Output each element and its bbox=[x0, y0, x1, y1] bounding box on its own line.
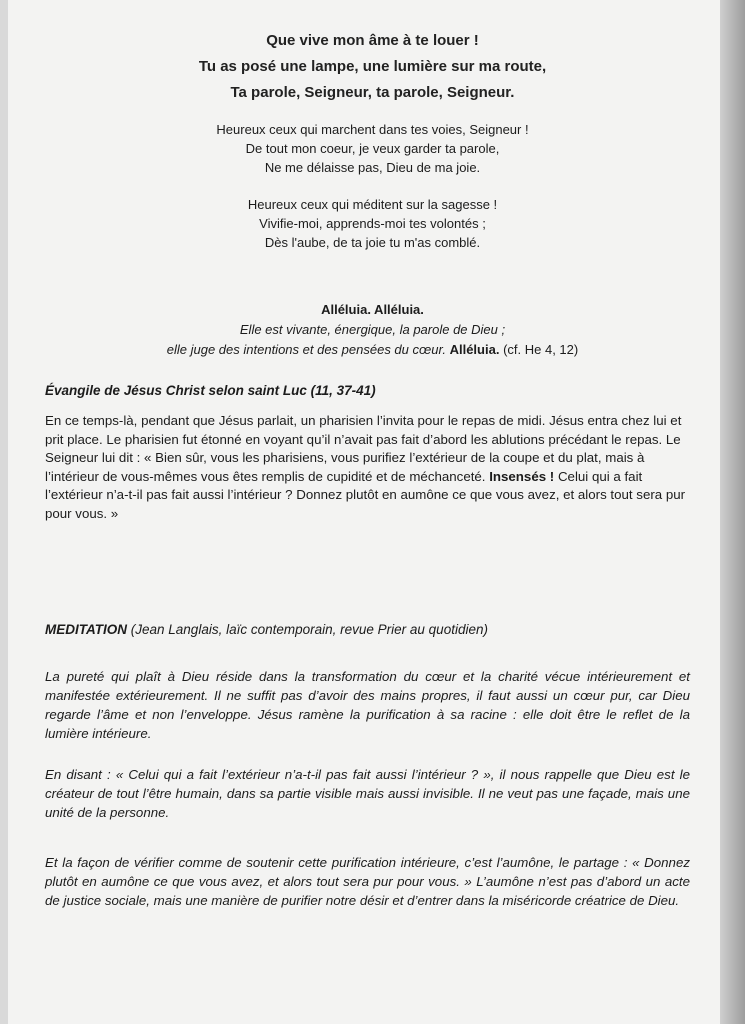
gospel-emphasis: Insensés ! bbox=[489, 468, 555, 484]
gospel-body-end: Celui qui a fait l’extérieur n’a-t-il pas fait aussi l’intérieur ? Donnez plutôt en aumône ce que vous avez, et alors tout sera pur pour vous. » bbox=[45, 468, 686, 521]
alleluia-verse-line-2 bbox=[0, 340, 745, 360]
alleluia-heading: Alléluia. Alléluia. bbox=[321, 302, 424, 317]
gospel-title: Évangile de Jésus Christ selon saint Luc (11, 37-41) bbox=[45, 383, 376, 398]
alleluia-closing: Alléluia. bbox=[449, 342, 500, 357]
meditation-title: MEDITATION bbox=[45, 622, 127, 637]
psalm-refrain bbox=[0, 28, 745, 106]
stanza-line: Dès l'aube, de ta joie tu m'as comblé. bbox=[264, 235, 481, 250]
alleluia-reference: (cf. He 4, 12) bbox=[503, 342, 579, 357]
stanza-line: Heureux ceux qui marchent dans tes voies, Seigneur ! bbox=[216, 122, 529, 137]
alleluia-verse-text: elle juge des intentions et des pensées du cœur. bbox=[166, 342, 446, 357]
meditation-paragraph: En disant : « Celui qui a fait l’extérieur n’a-t-il pas fait aussi l’intérieur ? », il nous rappelle que Dieu est le créateur de tout l’être humain, dans sa partie visible mais aussi invisible. Il ne veut pas une façade, mais une unité de la personne. bbox=[45, 767, 690, 820]
refrain-line: Ta parole, Seigneur, ta parole, Seigneur. bbox=[230, 84, 515, 101]
alleluia-section bbox=[0, 300, 745, 360]
gospel-body: En ce temps-là, pendant que Jésus parlait, un pharisien l’invita pour le repas de midi. Jésus entra chez lui et prit place. Le pharisien fut étonné en voyant qu’il n’avait pas fait d’abord les ablutions précédant le repas. Le Seigneur lui dit : « Bien sûr, vous les pharisiens, vous purifiez l’extérieur de la coupe et du plat, mais à l’intérieur de vous-mêmes vous êtes remplis de cupidité et de méchanceté. bbox=[45, 413, 682, 484]
refrain-line: Que vive mon âme à te louer ! bbox=[266, 32, 479, 49]
stanza-line: Ne me délaisse pas, Dieu de ma joie. bbox=[264, 160, 481, 175]
alleluia-verse-line-1: Elle est vivante, énergique, la parole de Dieu ; bbox=[239, 322, 506, 337]
meditation-paragraph: La pureté qui plaît à Dieu réside dans la transformation du cœur et la charité vécue intérieurement et manifestée extérieurement. Il ne suffit pas d’avoir des mains propres, il faut aussi un cœur pur, car Dieu regarde l’âme et non l’enveloppe. Jésus ramène la purification à sa racine : elle doit être le reflet de la lumière intérieure. bbox=[45, 669, 690, 741]
stanza-line: Vivifie-moi, apprends-moi tes volontés ; bbox=[259, 216, 486, 231]
meditation-heading bbox=[45, 622, 488, 637]
stanza-line: Heureux ceux qui méditent sur la sagesse ! bbox=[247, 197, 498, 212]
stanza-line: De tout mon coeur, je veux garder ta parole, bbox=[245, 141, 500, 156]
psalm-stanza-2 bbox=[0, 195, 745, 252]
psalm-stanza-1 bbox=[0, 120, 745, 177]
refrain-line: Tu as posé une lampe, une lumière sur ma route, bbox=[198, 58, 547, 75]
meditation-paragraph: Et la façon de vérifier comme de soutenir cette purification intérieure, c’est l’aumône, le partage : « Donnez plutôt en aumône ce que vous avez, et alors tout sera pur pour vous. » L’aumône n’est pas d’abord un acte de justice sociale, mais une manière de purifier notre désir et d’entrer dans la miséricorde créatrice de Dieu. bbox=[45, 855, 690, 908]
meditation-subtitle: (Jean Langlais, laïc contemporain, revue Prier au quotidien) bbox=[130, 622, 488, 637]
gospel-text bbox=[45, 412, 690, 523]
